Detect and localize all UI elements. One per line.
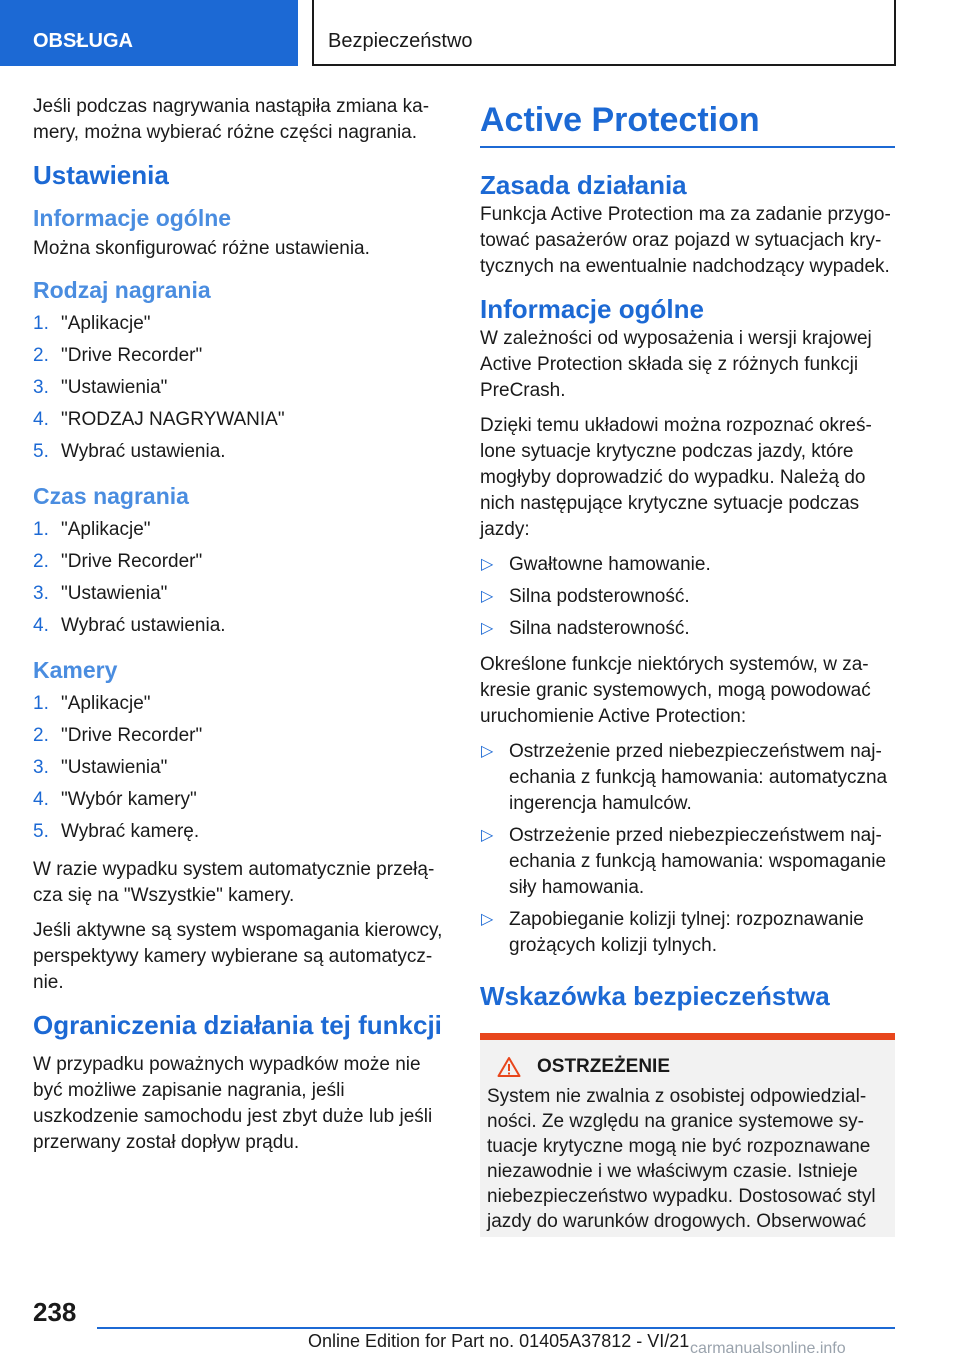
step-number: 3. [33,583,49,604]
list-item-text: Ostrzeżenie przed niebezpieczeństwem najechania z funkcją hamowania: wspomaganie siły hamowania. [509,825,887,898]
general-paragraph-3: Określone funkcje niektórych systemów, w zakresie granic systemowych, mogą powodować uruchomienie Active Protection: [480,654,871,727]
warning-triangle-icon [497,1056,521,1078]
right-column [480,94,895,1237]
step-number: 5. [33,821,49,842]
step-number: 3. [33,757,49,778]
step-number: 5. [33,441,49,462]
step-item [33,546,448,578]
step-text: "Drive Recorder" [61,345,203,366]
step-item [33,436,448,468]
settings-heading: Ustawienia [33,160,169,190]
step-item [33,720,448,752]
triangle-right-icon: ▷ [481,911,494,928]
step-item [33,816,448,848]
principle-heading: Zasada działania [480,170,687,200]
general-paragraph-2: Dzięki temu układowi można rozpoznać określone sytuacje krytyczne podczas jazdy, które mogłyby doprowadzić do wypadku. Należą do nich następujące krytyczne sytuacje podczas jazdy: [480,415,872,540]
step-item [33,372,448,404]
situations-list [480,552,895,642]
list-item [480,907,895,959]
list-item [480,552,895,578]
general-paragraph-1: W zależności od wyposażenia i wersji krajowej Active Protection składa się z różnych funkcji PreCrash. [480,328,872,401]
step-item [33,578,448,610]
footer-divider [97,1327,895,1329]
list-item-text: Silna nadsterowność. [509,618,690,639]
list-item [480,584,895,610]
general-paragraph: Można skonfigurować różne ustawienia. [33,238,370,259]
step-item [33,308,448,340]
step-number: 3. [33,377,49,398]
list-item-text: Ostrzeżenie przed niebezpieczeństwem najechania z funkcją hamowania: automatyczna ingerencja hamulców. [509,741,888,814]
rec-time-steps [33,514,448,642]
step-text: Wybrać ustawienia. [61,615,226,636]
cameras-paragraph-1: W razie wypadku system automatycznie przełącza się na "Wszystkie" kamery. [33,859,435,906]
section-tab: OBSŁUGA [0,0,298,66]
step-number: 2. [33,345,49,366]
chapter-title: Active Protection [480,94,895,148]
step-item [33,784,448,816]
step-number: 2. [33,551,49,572]
list-item-text: Silna podsterowność. [509,586,690,607]
limits-heading: Ograniczenia działania tej funkcji [33,1010,442,1040]
functions-list [480,739,895,959]
step-number: 2. [33,725,49,746]
cameras-heading: Kamery [33,657,118,683]
step-text: "Aplikacje" [61,693,151,714]
list-item [480,616,895,642]
triangle-right-icon: ▷ [481,620,494,637]
triangle-right-icon: ▷ [481,743,494,760]
step-text: "RODZAJ NAGRYWANIA" [61,409,285,430]
rec-type-heading: Rodzaj nagrania [33,277,211,303]
list-item [480,739,895,817]
step-number: 4. [33,615,49,636]
edition-note: Online Edition for Part no. 01405A37812 - VI/21 [308,1331,690,1351]
step-text: "Aplikacje" [61,519,151,540]
step-text: "Drive Recorder" [61,551,203,572]
warning-box [480,1033,895,1237]
step-text: "Wybór kamery" [61,789,197,810]
page-number: 238 [33,1297,77,1327]
step-number: 4. [33,409,49,430]
warning-header [487,1054,888,1080]
step-number: 1. [33,693,49,714]
triangle-right-icon: ▷ [481,588,494,605]
list-item-text: Gwałtowne hamowanie. [509,554,711,575]
step-item [33,752,448,784]
step-number: 1. [33,313,49,334]
limits-paragraph: W przypadku poważnych wypadków może nie być możliwe zapisanie nagrania, jeśli uszkodzenie samochodu jest zbyt duże lub jeśli przerwany został dopływ prądu. [33,1054,433,1153]
general-info-heading: Informacje ogólne [480,294,704,324]
step-text: "Ustawienia" [61,757,168,778]
triangle-right-icon: ▷ [481,827,494,844]
step-item [33,404,448,436]
step-text: Wybrać kamerę. [61,821,200,842]
rec-type-steps [33,308,448,468]
triangle-right-icon: ▷ [481,556,494,573]
safety-heading: Wskazówka bezpieczeństwa [480,981,830,1011]
cameras-paragraph-2: Jeśli aktywne są system wspomagania kierowcy, perspektywy kamery wybierane są automatycznie. [33,920,443,993]
step-item [33,340,448,372]
intro-paragraph: Jeśli podczas nagrywania nastąpiła zmiana kamery, można wybierać różne części nagrania. [33,96,430,143]
step-text: "Drive Recorder" [61,725,203,746]
general-heading: Informacje ogólne [33,205,232,231]
rec-time-heading: Czas nagrania [33,483,189,509]
step-text: "Ustawienia" [61,583,168,604]
page-header [0,0,960,66]
watermark: carmanualsonline.info [690,1340,846,1357]
list-item-text: Zapobieganie kolizji tylnej: rozpoznawanie grożących kolizji tylnych. [509,909,864,956]
warning-text: System nie zwalnia z osobistej odpowiedzialności. Ze względu na granice systemowe sytuacje krytyczne mogą nie być rozpoznawane niezawodnie i we właściwym czasie. Istnieje niebezpieczeństwo wypadku. Dostosować styl jazdy do warunków drogowych. Obserwować [487,1086,876,1232]
step-text: Wybrać ustawienia. [61,441,226,462]
principle-paragraph: Funkcja Active Protection ma za zadanie przygotować pasażerów oraz pojazd w sytuacjach krytycznych na ewentualnie nadchodzący wypadek. [480,204,891,277]
topic-tab: Bezpieczeństwo [312,0,896,66]
list-item [480,823,895,901]
step-number: 4. [33,789,49,810]
step-text: "Ustawienia" [61,377,168,398]
step-item [33,610,448,642]
step-item [33,688,448,720]
warning-label: OSTRZEŻENIE [537,1056,671,1077]
step-number: 1. [33,519,49,540]
left-column [33,94,448,1165]
step-text: "Aplikacje" [61,313,151,334]
step-item [33,514,448,546]
cameras-steps [33,688,448,848]
